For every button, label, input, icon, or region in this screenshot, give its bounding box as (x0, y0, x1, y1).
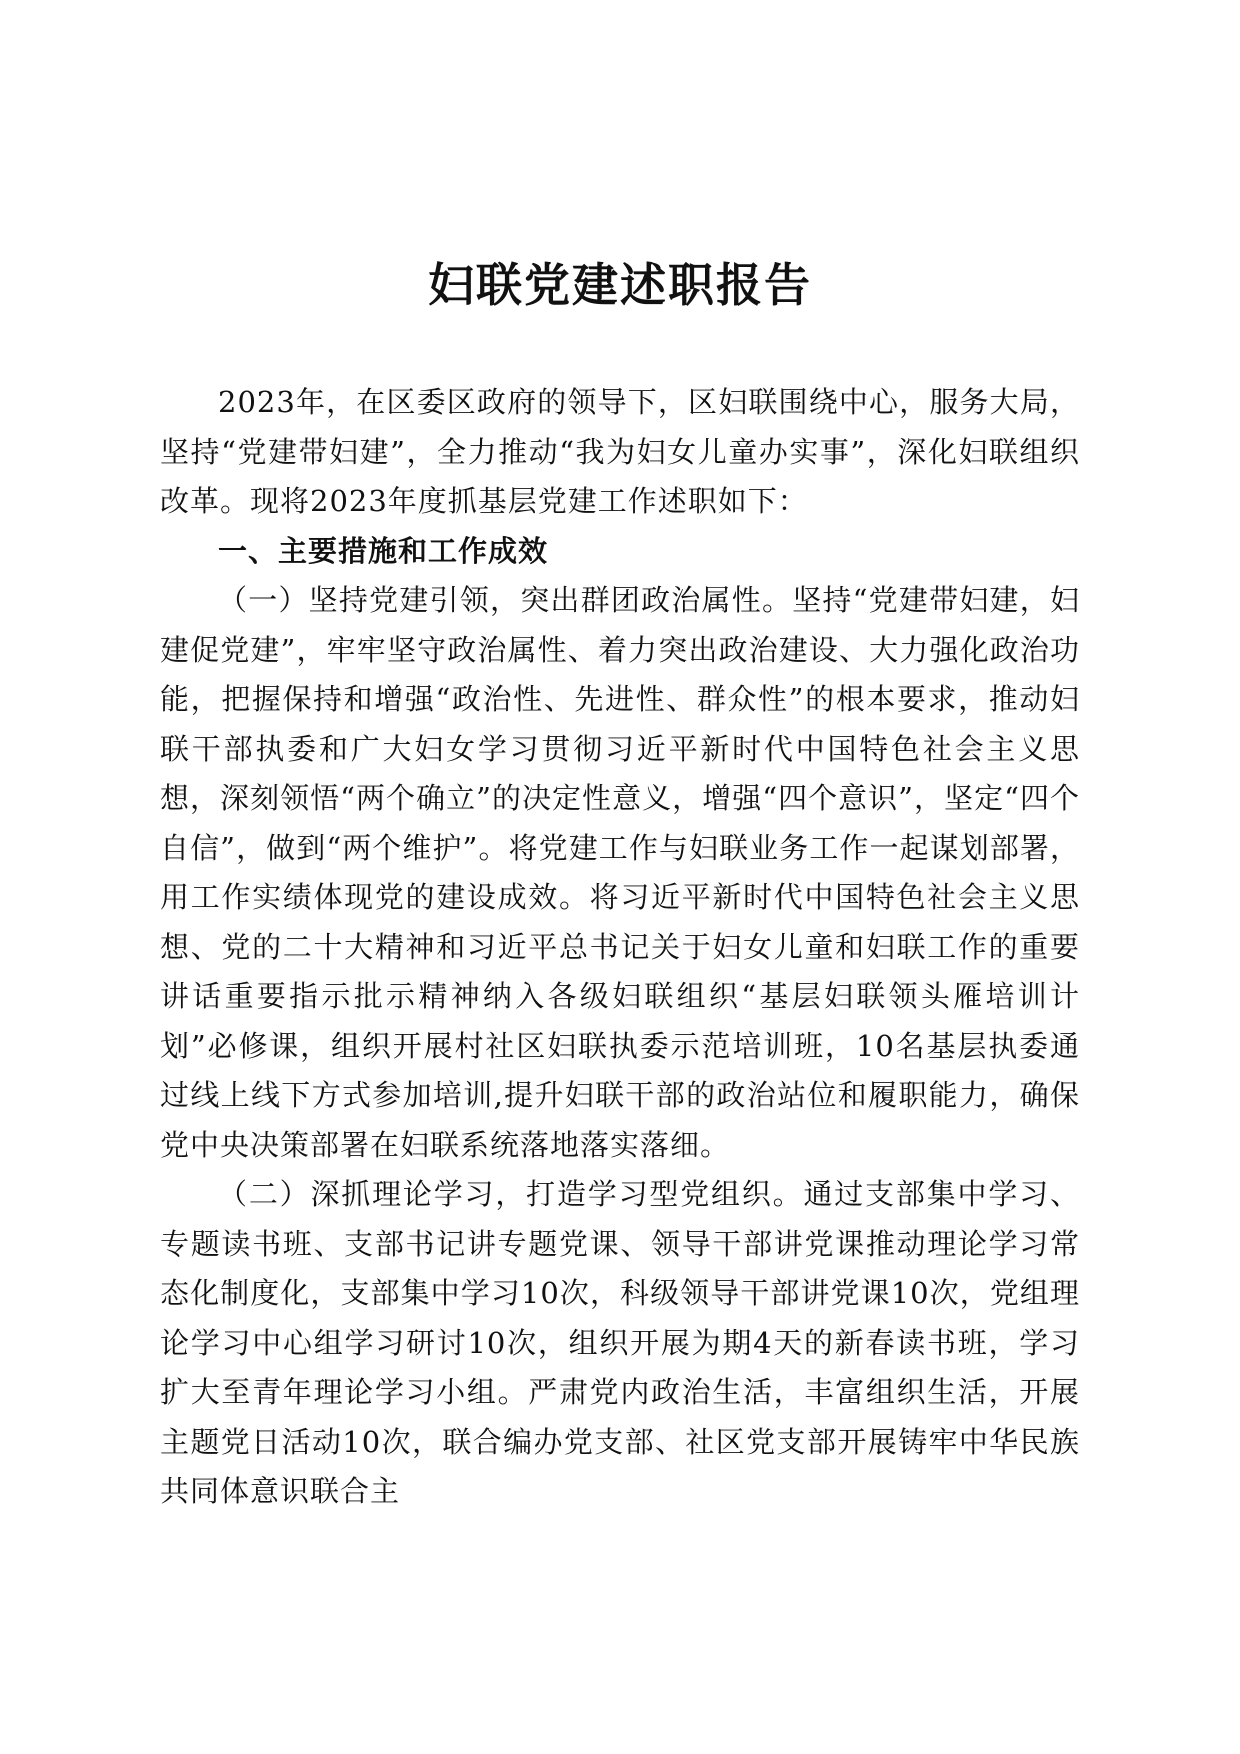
item-1-paragraph (160, 576, 1080, 1170)
document-body (160, 378, 1080, 1517)
document-title: 妇联党建述职报告 (428, 258, 812, 312)
intro-paragraph: 2023年，在区委区政府的领导下，区妇联围绕中心，服务大局，坚持“党建带妇建”，全力推动“我为妇女儿童办实事”，深化妇联组织改革。现将2023年度抓基层党建工作述职如下： (160, 385, 1080, 518)
item-1-lead: （一）坚持党建引领，突出群团政治属性。 (218, 583, 793, 617)
item-2-paragraph (160, 1170, 1080, 1517)
item-1-text: 坚持“党建带妇建，妇建促党建”，牢牢坚守政治属性、着力突出政治建设、大力强化政治功能，把握保持和增强“政治性、先进性、群众性”的根本要求，推动妇联干部执委和广大妇女学习贯彻习近平新时代中国特色社会主义思想，深刻领悟“两个确立”的决定性意义，增强“四个意识”，坚定“四个自信”，做到“两个维护”。将党建工作与妇联业务工作一起谋划部署，用工作实绩体现党的建设成效。将习近平新时代中国特色社会主义思想、党的二十大精神和习近平总书记关于妇女儿童和妇联工作的重要讲话重要指示批示精神纳入各级妇联组织“基层妇联领头雁培训计划”必修课，组织开展村社区妇联执委示范培训班，10名基层执委通过线上线下方式参加培训,提升妇联干部的政治站位和履职能力，确保党中央决策部署在妇联系统落地落实落细。 (160, 583, 1080, 1162)
item-2-lead: （二）深抓理论学习，打造学习型党组织。 (218, 1177, 804, 1211)
section-heading: 一、主要措施和工作成效 (218, 533, 549, 568)
item-2-text: 通过支部集中学习、专题读书班、支部书记讲专题党课、领导干部讲党课推动理论学习常态化制度化，支部集中学习10次，科级领导干部讲党课10次，党组理论学习中心组学习研讨10次，组织开展为期4天的新春读书班，学习扩大至青年理论学习小组。严肃党内政治生活，丰富组织生活，开展主题党日活动10次，联合编办党支部、社区党支部开展铸牢中华民族共同体意识联合主 (160, 1177, 1080, 1508)
